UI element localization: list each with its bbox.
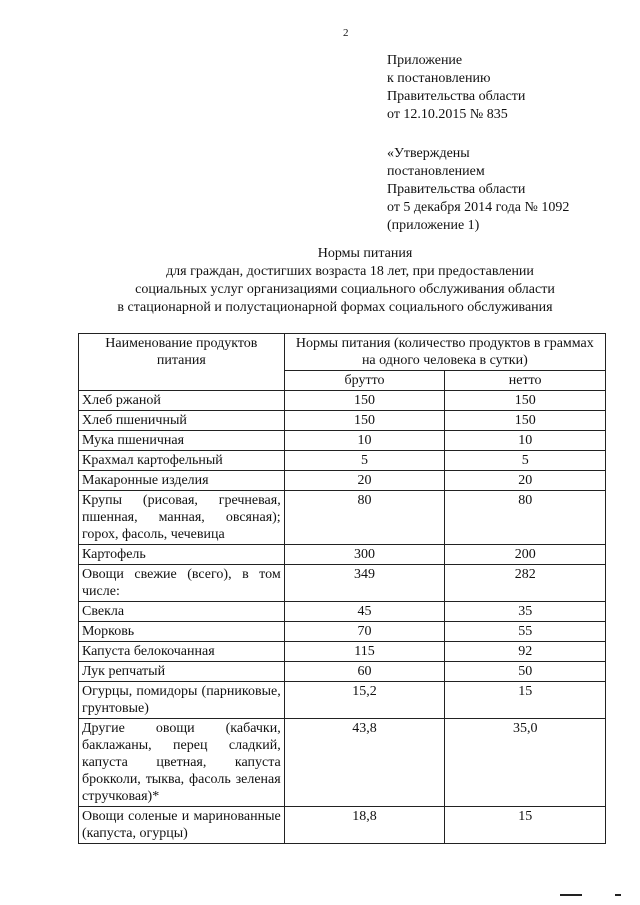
- product-name-cell: Мука пшеничная: [79, 431, 285, 451]
- product-name-cell: Другие овощи (кабачки, баклажаны, перец сладкий, капуста цветная, капуста брокколи, тыква, фасоль зеленая стручковая)*: [79, 719, 285, 807]
- net-value-cell: 150: [445, 411, 606, 431]
- product-name-cell: Огурцы, помидоры (парниковые, грунтовые): [79, 682, 285, 719]
- approved-line: постановлением: [387, 164, 485, 179]
- net-value-cell: 10: [445, 431, 606, 451]
- approved-line: Правительства области: [387, 182, 526, 197]
- table-row: [79, 431, 606, 451]
- product-name-cell: Крупы (рисовая, гречневая, пшенная, манная, овсяная); горох, фасоль, чечевица: [79, 491, 285, 545]
- gross-value-cell: 349: [284, 565, 445, 602]
- net-value-cell: 92: [445, 642, 606, 662]
- annex-line: Правительства области: [387, 89, 526, 104]
- approved-line: (приложение 1): [387, 218, 480, 233]
- table-header-row: [79, 334, 606, 371]
- table-row: [79, 471, 606, 491]
- product-name-cell: Морковь: [79, 622, 285, 642]
- product-name-cell: Капуста белокочанная: [79, 642, 285, 662]
- table-row: [79, 602, 606, 622]
- gross-value-cell: 45: [284, 602, 445, 622]
- gross-value-cell: 300: [284, 545, 445, 565]
- product-name-cell: Крахмал картофельный: [79, 451, 285, 471]
- product-name-cell: Хлеб пшеничный: [79, 411, 285, 431]
- product-name-cell: Овощи соленые и маринованные (капуста, огурцы): [79, 807, 285, 844]
- header-norms: Нормы питания (количество продуктов в граммах на одного человека в сутки): [284, 334, 605, 371]
- gross-value-cell: 5: [284, 451, 445, 471]
- table-row: [79, 642, 606, 662]
- gross-value-cell: 43,8: [284, 719, 445, 807]
- table-row: [79, 545, 606, 565]
- gross-value-cell: 60: [284, 662, 445, 682]
- page-number: 2: [343, 27, 349, 39]
- gross-value-cell: 115: [284, 642, 445, 662]
- product-name-cell: Свекла: [79, 602, 285, 622]
- annex-line: от 12.10.2015 № 835: [387, 107, 508, 122]
- net-value-cell: 282: [445, 565, 606, 602]
- product-name-cell: Картофель: [79, 545, 285, 565]
- product-name-cell: Овощи свежие (всего), в том числе:: [79, 565, 285, 602]
- nutrition-norms-table: [78, 333, 606, 844]
- page-edge-mark: [560, 894, 582, 896]
- table-row: [79, 719, 606, 807]
- net-value-cell: 5: [445, 451, 606, 471]
- table-row: [79, 411, 606, 431]
- net-value-cell: 80: [445, 491, 606, 545]
- product-name-cell: Макаронные изделия: [79, 471, 285, 491]
- table-body: [79, 391, 606, 844]
- header-product-name: Наименование продуктов питания: [79, 334, 285, 391]
- approved-block: [387, 145, 569, 235]
- table-row: [79, 451, 606, 471]
- annex-line: Приложение: [387, 53, 463, 68]
- net-value-cell: 20: [445, 471, 606, 491]
- gross-value-cell: 150: [284, 411, 445, 431]
- title-line: социальных услуг организациями социального обслуживания области: [135, 282, 555, 297]
- table-row: [79, 565, 606, 602]
- net-value-cell: 150: [445, 391, 606, 411]
- gross-value-cell: 80: [284, 491, 445, 545]
- gross-value-cell: 18,8: [284, 807, 445, 844]
- gross-value-cell: 20: [284, 471, 445, 491]
- table-row: [79, 391, 606, 411]
- table-row: [79, 491, 606, 545]
- product-name-cell: Хлеб ржаной: [79, 391, 285, 411]
- gross-value-cell: 15,2: [284, 682, 445, 719]
- gross-value-cell: 70: [284, 622, 445, 642]
- net-value-cell: 50: [445, 662, 606, 682]
- table-row: [79, 622, 606, 642]
- net-value-cell: 35,0: [445, 719, 606, 807]
- title-line: Нормы питания: [317, 246, 413, 261]
- header-gross: брутто: [284, 371, 445, 391]
- annex-block: [387, 52, 525, 124]
- table-row: [79, 807, 606, 844]
- gross-value-cell: 150: [284, 391, 445, 411]
- net-value-cell: 55: [445, 622, 606, 642]
- gross-value-cell: 10: [284, 431, 445, 451]
- product-name-cell: Лук репчатый: [79, 662, 285, 682]
- net-value-cell: 200: [445, 545, 606, 565]
- net-value-cell: 15: [445, 807, 606, 844]
- approved-line: от 5 декабря 2014 года № 1092: [387, 200, 570, 215]
- approved-line: «Утверждены: [387, 146, 470, 161]
- table-row: [79, 682, 606, 719]
- table-row: [79, 662, 606, 682]
- title-line: в стационарной и полустационарной формах социального обслуживания: [117, 300, 553, 315]
- document-title: [0, 245, 640, 317]
- net-value-cell: 35: [445, 602, 606, 622]
- annex-line: к постановлению: [387, 71, 491, 86]
- title-line: для граждан, достигших возраста 18 лет, при предоставлении: [166, 264, 534, 279]
- header-net: нетто: [445, 371, 606, 391]
- net-value-cell: 15: [445, 682, 606, 719]
- page-edge-mark: [615, 894, 621, 896]
